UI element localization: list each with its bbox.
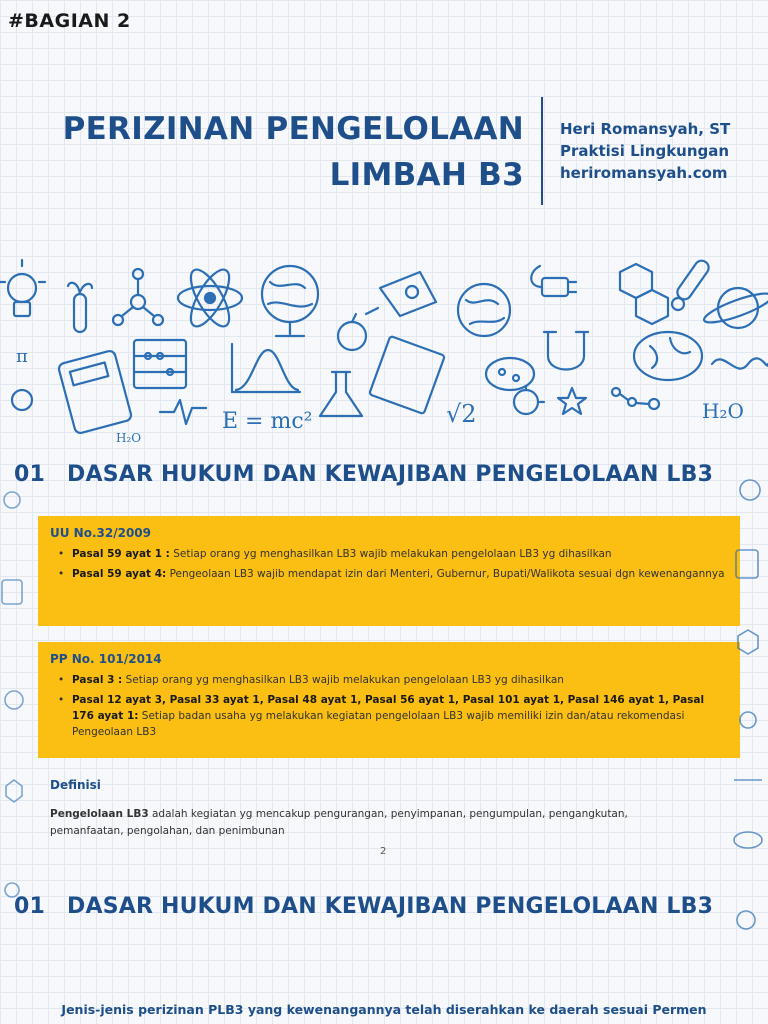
planet-earth-icon bbox=[458, 284, 510, 336]
thermometer-icon bbox=[672, 258, 711, 310]
article-text: Setiap orang yg menghasilkan LB3 wajib melakukan pengelolaan LB3 yg dihasilkan bbox=[169, 548, 612, 560]
legal-basis-box-uu bbox=[38, 516, 740, 626]
plug-icon bbox=[531, 266, 576, 296]
bacteria-icon bbox=[486, 358, 534, 390]
definition-text bbox=[50, 806, 690, 840]
title-divider bbox=[541, 97, 543, 205]
box-title: UU No.32/2009 bbox=[50, 526, 151, 540]
left-margin-doodles bbox=[0, 460, 30, 1000]
molecule-icon bbox=[113, 269, 163, 325]
bell-curve-icon bbox=[232, 344, 300, 392]
hexagon-molecule-icon bbox=[620, 264, 668, 324]
list-item bbox=[50, 546, 728, 562]
bullet: • bbox=[58, 694, 65, 706]
magnet-icon bbox=[544, 332, 588, 370]
heartbeat-icon bbox=[160, 400, 206, 424]
abacus-icon bbox=[134, 340, 186, 388]
legal-basis-box-pp bbox=[38, 642, 740, 758]
lightbulb-icon bbox=[0, 260, 45, 316]
brain-icon bbox=[634, 332, 702, 380]
emc-equation: E = mc² bbox=[222, 409, 313, 434]
sqrt-symbol: √2 bbox=[446, 400, 477, 428]
footer-caption: Jenis-jenis perizinan PLB3 yang kewenangannya telah diserahkan ke daerah sesuai Permen bbox=[61, 1002, 707, 1017]
author-name: Heri Romansyah, ST bbox=[560, 120, 731, 138]
small-molecule-icon bbox=[612, 388, 659, 409]
section-title: DASAR HUKUM DAN KEWAJIBAN PENGELOLAAN LB3 bbox=[67, 894, 714, 919]
definition-label: Definisi bbox=[50, 778, 101, 792]
section-number: 01 bbox=[14, 462, 46, 487]
article-ref: Pasal 59 ayat 4: bbox=[72, 568, 167, 580]
article-ref: Pasal 59 ayat 1 : bbox=[72, 548, 170, 560]
planet-saturn-icon bbox=[701, 288, 768, 328]
article-ref: Pasal 3 : bbox=[72, 674, 123, 686]
atom-icon bbox=[178, 264, 242, 331]
small-circle-icon bbox=[12, 390, 32, 410]
article-text: Setiap badan usaha yg melakukan kegiatan pengelolaan LB3 wajib memiliki izin dan/atau rekomendasi Pengeolaan LB3 bbox=[72, 710, 685, 738]
section-number: 01 bbox=[14, 894, 46, 919]
box-title: PP No. 101/2014 bbox=[50, 652, 162, 666]
flask-icon bbox=[320, 372, 362, 416]
list-item bbox=[50, 566, 728, 582]
page-title bbox=[60, 106, 524, 198]
page-number: 2 bbox=[380, 846, 387, 857]
section-heading bbox=[14, 894, 713, 919]
section-tag: #BAGIAN 2 bbox=[8, 10, 131, 32]
list-item bbox=[50, 692, 728, 740]
star-icon bbox=[558, 388, 586, 414]
apple-icon bbox=[338, 314, 366, 350]
globe-icon bbox=[262, 266, 318, 336]
title-line-1: PERIZINAN PENGELOLAAN bbox=[62, 111, 524, 147]
h2o-formula: H₂O bbox=[702, 399, 744, 423]
science-doodles-illustration bbox=[0, 252, 768, 452]
definition-body: adalah kegiatan yg mencakup pengurangan, penyimpanan, pengumpulan, pengangkutan, pemanfaatan, pengolahan, dan penimbunan bbox=[50, 808, 628, 837]
article-ref: Pasal 12 ayat 3, Pasal 33 ayat 1, Pasal 48 ayat 1, Pasal 56 ayat 1, Pasal 101 ayat 1, Pasal 146 ayat 1, Pasal 176 ayat 1: bbox=[72, 694, 705, 722]
h2o-small: H₂O bbox=[116, 431, 142, 445]
author-role: Praktisi Lingkungan bbox=[560, 142, 730, 160]
rocket-icon bbox=[366, 272, 436, 316]
title-line-2: LIMBAH B3 bbox=[329, 157, 524, 193]
definition-term: Pengelolaan LB3 bbox=[50, 808, 149, 820]
article-text: Pengeolaan LB3 wajib mendapat izin dari Menteri, Gubernur, Bupati/Walikota sesuai dgn kewenangannya bbox=[166, 568, 725, 580]
right-margin-doodles bbox=[728, 460, 768, 1000]
article-text: Setiap orang yg menghasilkan LB3 wajib melakukan pengelolaan LB3 yg dihasilkan bbox=[122, 674, 564, 686]
author-site: heriromansyah.com bbox=[560, 164, 728, 182]
dna-icon bbox=[712, 358, 768, 368]
bullet: • bbox=[58, 568, 65, 580]
book-icon bbox=[369, 336, 445, 414]
bullet: • bbox=[58, 548, 65, 560]
section-heading bbox=[14, 462, 713, 487]
pi-symbol: π bbox=[16, 346, 28, 367]
test-tube-icon bbox=[68, 283, 92, 332]
calculator-icon bbox=[58, 350, 133, 435]
section-title: DASAR HUKUM DAN KEWAJIBAN PENGELOLAAN LB3 bbox=[67, 462, 714, 487]
list-item bbox=[50, 672, 728, 688]
virus-icon bbox=[514, 386, 544, 414]
bullet: • bbox=[58, 674, 65, 686]
author-block bbox=[560, 118, 730, 184]
